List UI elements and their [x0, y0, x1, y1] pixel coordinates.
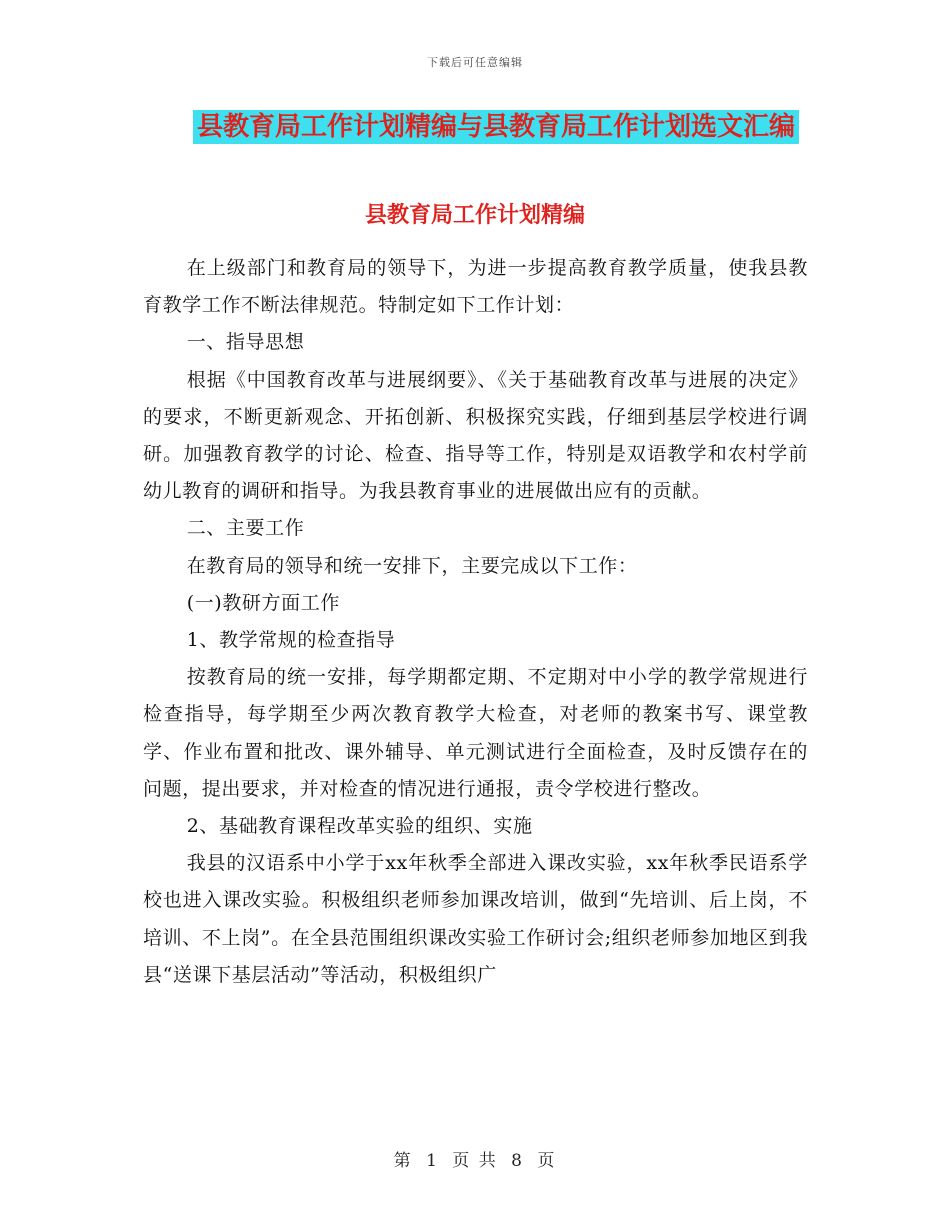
page-footer [0, 1146, 950, 1171]
paragraph-intro: 在上级部门和教育局的领导下，为进一步提高教育教学质量，使我县教育教学工作不断法律规范。特制定如下工作计划： [143, 257, 808, 317]
header-note: 下载后可任意编辑 [427, 56, 523, 69]
heading-routine-inspection: 1、教学常规的检查指导 [186, 629, 396, 652]
heading-guiding-ideology: 一、指导思想 [186, 331, 305, 354]
paragraph-guiding-ideology: 根据《中国教育改革与进展纲要》、《关于基础教育改革与进展的决定》的要求，不断更新观念、开拓创新、积极探究实践，仔细到基层学校进行调研。加强教育教学的讨论、检查、指导等工作，特别是双语教学和农村学前幼儿教育的调研和指导。为我县教育事业的进展做出应有的贡献。 [143, 368, 808, 503]
footer-suffix: 页 [537, 1151, 557, 1171]
footer-prefix: 第 [393, 1151, 413, 1171]
document-main-title: 县教育局工作计划精编与县教育局工作计划选文汇编 [193, 110, 799, 144]
heading-teaching-research: (一)教研方面工作 [186, 591, 340, 614]
heading-main-work: 二、主要工作 [186, 517, 305, 540]
section-title: 县教育局工作计划精编 [364, 203, 585, 228]
footer-page-number: 1 [426, 1151, 439, 1171]
footer-total-pages: 8 [511, 1151, 524, 1171]
heading-curriculum-reform: 2、基础教育课程改革实验的组织、实施 [186, 815, 533, 838]
document-body [143, 250, 808, 994]
footer-middle: 页 共 [452, 1151, 498, 1171]
paragraph-routine-inspection: 按教育局的统一安排，每学期都定期、不定期对中小学的教学常规进行检查指导，每学期至少两次教育教学大检查，对老师的教案书写、课堂教学、作业布置和批改、课外辅导、单元测试进行全面检查，及时反馈存在的问题，提出要求，并对检查的情况进行通报，责令学校进行整改。 [143, 666, 808, 800]
paragraph-main-work-intro: 在教育局的领导和统一安排下，主要完成以下工作： [186, 554, 638, 577]
paragraph-curriculum-reform: 我县的汉语系中小学于xx年秋季全部进入课改实验，xx年秋季民语系学校也进入课改实验。积极组织老师参加课改培训，做到“先培训、后上岗，不培训、不上岗”。在全县范围组织课改实验工作研讨会;组织老师参加地区到我县“送课下基层活动”等活动，积极组织广 [143, 852, 808, 986]
